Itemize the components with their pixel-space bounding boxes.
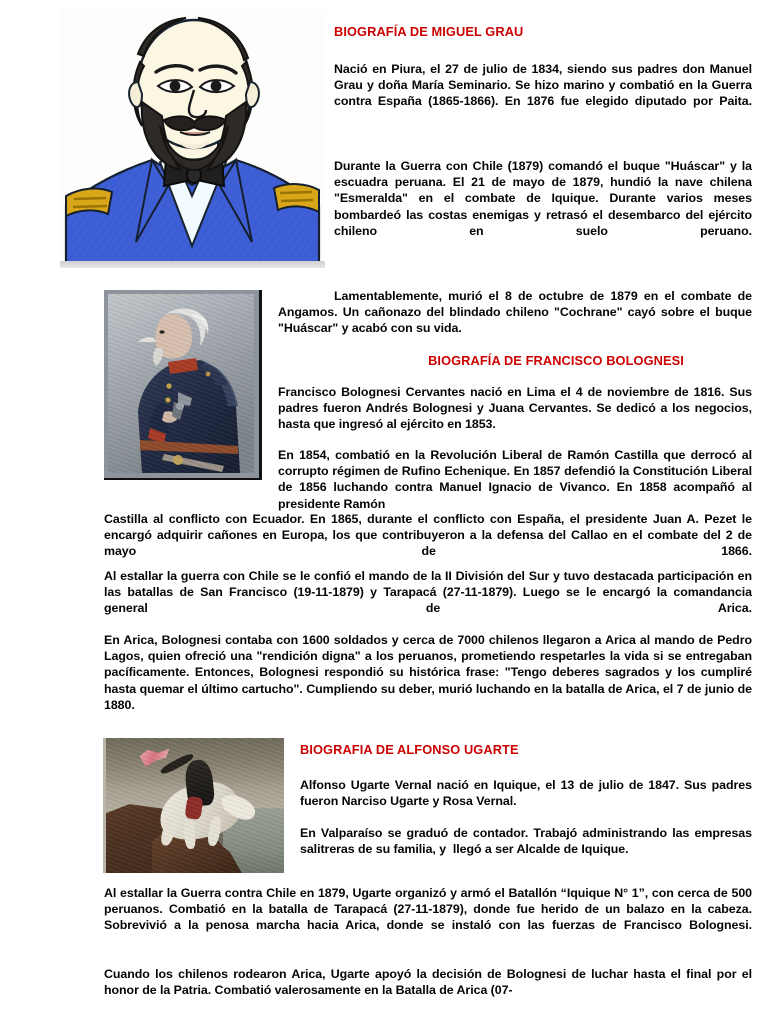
portrait-alfonso-ugarte: [103, 738, 284, 873]
paragraph-ugarte-2: En Valparaíso se graduó de contador. Trabajó administrando las empresas salitreras de su familia, y llegó a ser Alcalde de Iquique.: [300, 826, 756, 857]
heading-biografia-francisco-bolognesi: BIOGRAFÍA DE FRANCISCO BOLOGNESI: [428, 353, 684, 368]
paragraph-bolognesi-3: Castilla al conflicto con Ecuador. En 1865, durante el conflicto con España, el presidente Juan A. Pezet le encargó adquirir cañones en Europa, los que contribuyeron a la defensa del Callao en el combate del 2 de mayo de 1866.: [104, 512, 756, 559]
heading-biografia-alfonso-ugarte: BIOGRAFIA DE ALFONSO UGARTE: [300, 742, 519, 757]
portrait-francisco-bolognesi: [104, 290, 262, 480]
bolognesi-painting: [108, 294, 254, 473]
portrait-miguel-grau: [60, 10, 325, 268]
miguel-grau-drawing: [60, 10, 325, 268]
paragraph-bolognesi-5: En Arica, Bolognesi contaba con 1600 soldados y cerca de 7000 chilenos llegaron a Arica al mando de Pedro Lagos, quien ofreció una "rendición digna" a los peruanos, prometiendo respetarles la vida si se entregaban pacíficamente. Entonces, Bolognesi respondió su histórica frase: "Tengo deberes sagrados y los cumpliré hasta quemar el último cartucho". Cumpliendo su deber, murió luchando en la batalla de Arica, el 7 de junio de 1880.: [104, 633, 756, 712]
paragraph-ugarte-4: Cuando los chilenos rodearon Arica, Ugarte apoyó la decisión de Bolognesi de luchar hasta el final por el honor de la Patria. Combatió valerosamente en la Batalla de Arica (07-: [104, 967, 756, 998]
paragraph-bolognesi-4: Al estallar la guerra con Chile se le confió el mando de la II División del Sur y tuvo destacada participación en las batallas de San Francisco (19-11-1879) y Tarapacá (27-11-1879). Luego se le encargó la comandancia general de Arica.: [104, 569, 756, 616]
paragraph-grau-3: Lamentablemente, murió el 8 de octubre de 1879 en el combate de Angamos. Un cañonazo del blindado chileno "Cochrane" cayó sobre el buque "Huáscar" y acabó con su vida.: [278, 289, 756, 336]
paragraph-bolognesi-2: En 1854, combatió en la Revolución Liberal de Ramón Castilla que derrocó al corrupto régimen de Rufino Echenique. En 1857 defendió la Constitución Liberal de 1856 luchando contra Manuel Ignacio de Vivanco. En 1858 acompañó al presidente Ramón: [278, 448, 756, 511]
paragraph-grau-1: Nació en Piura, el 27 de julio de 1834, siendo sus padres don Manuel Grau y doña María Seminario. Se hizo marino y combatió en la Guerra contra España (1865-1866). En 1876 fue elegido diputado por Paita.: [334, 62, 756, 109]
paragraph-ugarte-3: Al estallar la Guerra contra Chile en 1879, Ugarte organizó y armó el Batallón “Iquique N° 1”, con cerca de 500 peruanos. Combatió en la batalla de Tarapacá (27-11-1879), donde fue herido de un balazo en la cabeza. Sobrevivió a la penosa marcha hacia Arica, donde se instaló con las fuerzas de Francisco Bolognesi.: [104, 886, 756, 933]
paragraph-grau-2: Durante la Guerra con Chile (1879) comandó el buque "Huáscar" y la escuadra peruana. El 21 de mayo de 1879, hundió la nave chilena "Esmeralda" en el combate de Iquique. Durante varios meses bombardeó las costas enemigas y retrasó el desembarco del ejército chileno en suelo peruano.: [334, 159, 756, 238]
paragraph-bolognesi-1: Francisco Bolognesi Cervantes nació en Lima el 4 de noviembre de 1816. Sus padres fueron Andrés Bolognesi y Juana Cervantes. Se dedicó a los negocios, hasta que ingresó al ejército en 1853.: [278, 385, 756, 432]
image-baseline-shadow: [60, 261, 325, 268]
heading-biografia-miguel-grau: BIOGRAFÍA DE MIGUEL GRAU: [334, 24, 524, 39]
paragraph-ugarte-1: Alfonso Ugarte Vernal nació en Iquique, el 13 de julio de 1847. Sus padres fueron Narciso Ugarte y Rosa Vernal.: [300, 778, 756, 809]
